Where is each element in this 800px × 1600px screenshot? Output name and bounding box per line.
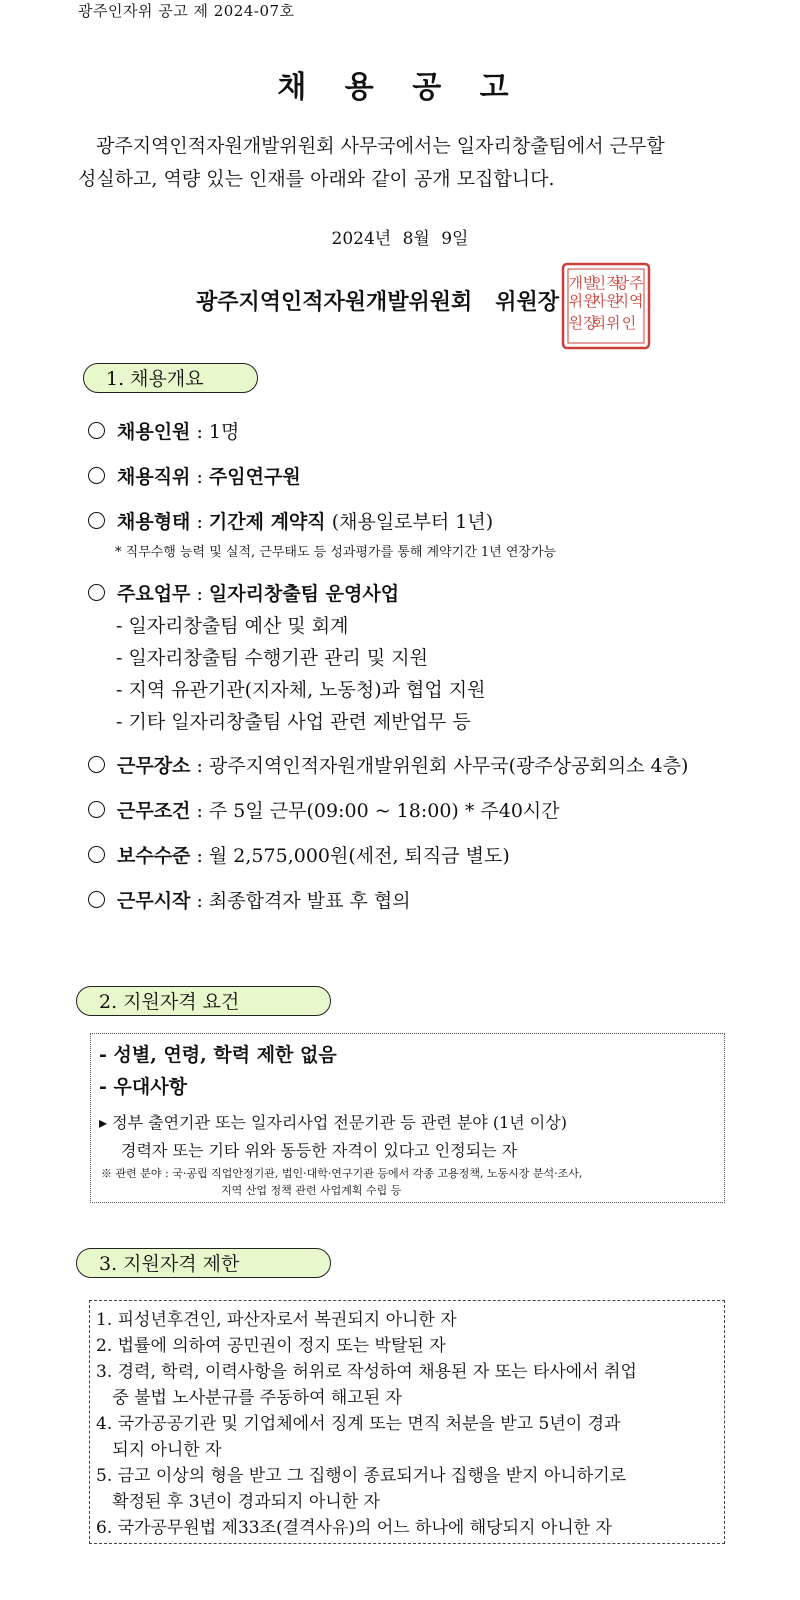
svg-text:인: 인 (621, 314, 637, 332)
item-separator: : (190, 421, 209, 443)
item-value: 주임연구원 (208, 466, 301, 488)
page-title: 채 용 공 고 (277, 70, 523, 105)
preference-item: ▸ 정부 출연기관 또는 일자리사업 전문기관 등 관련 분야 (1년 이상) (99, 1113, 567, 1132)
section-3-heading: 3. 지원자격 제한 (76, 1248, 331, 1278)
restriction-line: 4. 국가공공기관 및 기업체에서 징계 또는 면직 처분을 받고 5년이 경과 (96, 1414, 621, 1434)
item-label: 채용직위 (117, 466, 191, 488)
svg-text:위원: 위원 (568, 292, 598, 310)
section-1-heading: 1. 채용개요 (83, 363, 258, 393)
item-label: 주요업무 (117, 583, 191, 605)
svg-text:회위: 회위 (591, 314, 621, 332)
related-field-note-cont: 지역 산업 정책 관련 사업계획 수립 등 (221, 1184, 402, 1197)
item-salary (88, 841, 510, 868)
item-separator: : (190, 890, 209, 912)
svg-text:광주: 광주 (614, 274, 644, 292)
restriction-line: 확정된 후 3년이 경과되지 아니한 자 (96, 1492, 380, 1512)
item-duties (88, 579, 399, 606)
svg-text:원장: 원장 (568, 314, 598, 332)
related-field-note: ※ 관련 분야 : 국·공립 직업안정기관, 법인·대학·연구기관 등에서 각종 고용정책, 노동시장 분석·조사, (101, 1167, 583, 1180)
requirement-line: - 성별, 연령, 학력 제한 없음 (99, 1044, 337, 1066)
item-start-date (88, 886, 411, 913)
item-headcount (88, 417, 239, 444)
duty-subitem: - 일자리창출팀 수행기관 관리 및 지원 (116, 647, 428, 669)
item-separator: : (190, 583, 209, 605)
intro-paragraph (78, 130, 738, 196)
item-separator: : (190, 511, 209, 533)
item-separator: : (190, 800, 209, 822)
restrictions-box (89, 1300, 725, 1544)
restriction-line: 6. 국가공무원법 제33조(결격사유)의 어느 하나에 해당되지 아니한 자 (96, 1518, 612, 1538)
item-label: 채용인원 (117, 421, 191, 443)
requirements-box (90, 1033, 725, 1203)
restriction-line: 5. 금고 이상의 형을 받고 그 집행이 종료되거나 집행을 받지 아니하기로 (96, 1466, 627, 1486)
restriction-line: 되지 아니한 자 (96, 1440, 222, 1460)
document-number: 광주인자위 공고 제 2024-07호 (78, 2, 295, 20)
item-value: 1명 (208, 421, 240, 443)
duty-subitem: - 일자리창출팀 예산 및 회계 (116, 615, 349, 637)
restriction-line: 1. 피성년후견인, 파산자로서 복권되지 아니한 자 (96, 1310, 457, 1330)
preference-item-cont: 경력자 또는 기타 위와 동등한 자격이 있다고 인정되는 자 (121, 1141, 518, 1160)
item-value: 일자리창출팀 운영사업 (208, 583, 400, 605)
item-label: 근무시작 (117, 890, 191, 912)
duty-subitem: - 지역 유관기관(지자체, 노동청)과 협업 지원 (116, 679, 486, 701)
contract-note: * 직무수행 능력 및 실적, 근무태도 등 성과평가를 통해 계약기간 1년 연장가능 (115, 545, 557, 560)
item-separator: : (190, 845, 209, 867)
item-workplace (88, 751, 688, 778)
svg-text:개발: 개발 (568, 274, 598, 292)
item-value: 광주지역인적자원개발위원회 사무국(광주상공회의소 4층) (208, 755, 689, 777)
item-value: 주 5일 근무(09:00 ~ 18:00) * 주40시간 (208, 800, 560, 822)
circle-bullet-icon (88, 422, 105, 439)
item-value: 기간제 계약직 (208, 511, 326, 533)
circle-bullet-icon (88, 467, 105, 484)
item-work-conditions (88, 796, 560, 823)
intro-line-1: 광주지역인적자원개발위원회 사무국에서는 일자리창출팀에서 근무할 (96, 135, 665, 157)
duty-subitem: - 기타 일자리창출팀 사업 관련 제반업무 등 (116, 711, 471, 733)
svg-text:지역: 지역 (614, 292, 644, 310)
restriction-line: 3. 경력, 학력, 이력사항을 허위로 작성하여 채용된 자 또는 타사에서 취업 (96, 1362, 637, 1382)
preference-heading: - 우대사항 (99, 1076, 187, 1098)
official-seal-icon (561, 262, 651, 350)
item-label: 채용형태 (117, 511, 191, 533)
circle-bullet-icon (88, 891, 105, 908)
intro-line-2: 성실하고, 역량 있는 인재를 아래와 같이 공개 모집합니다. (78, 168, 555, 190)
item-label: 근무장소 (117, 755, 191, 777)
item-extra: (채용일로부터 1년) (325, 511, 494, 533)
svg-text:인적: 인적 (591, 274, 621, 292)
item-position (88, 462, 301, 489)
circle-bullet-icon (88, 756, 105, 773)
restriction-line: 중 불법 노사분규를 주동하여 해고된 자 (96, 1388, 402, 1408)
circle-bullet-icon (88, 801, 105, 818)
item-employment-type (88, 507, 493, 534)
item-value: 최종합격자 발표 후 협의 (208, 890, 411, 912)
announcement-date: 2024년 8월 9일 (331, 229, 469, 249)
section-2-heading: 2. 지원자격 요건 (76, 986, 331, 1016)
item-label: 근무조건 (117, 800, 191, 822)
circle-bullet-icon (88, 512, 105, 529)
circle-bullet-icon (88, 846, 105, 863)
item-label: 보수수준 (117, 845, 191, 867)
item-separator: : (190, 466, 209, 488)
restriction-line: 2. 법률에 의하여 공민권이 정지 또는 박탈된 자 (96, 1336, 446, 1356)
svg-text:자원: 자원 (591, 292, 621, 310)
issuer-name: 광주지역인적자원개발위원회 위원장 (196, 289, 560, 315)
item-separator: : (190, 755, 209, 777)
circle-bullet-icon (88, 584, 105, 601)
item-value: 월 2,575,000원(세전, 퇴직금 별도) (208, 845, 510, 867)
